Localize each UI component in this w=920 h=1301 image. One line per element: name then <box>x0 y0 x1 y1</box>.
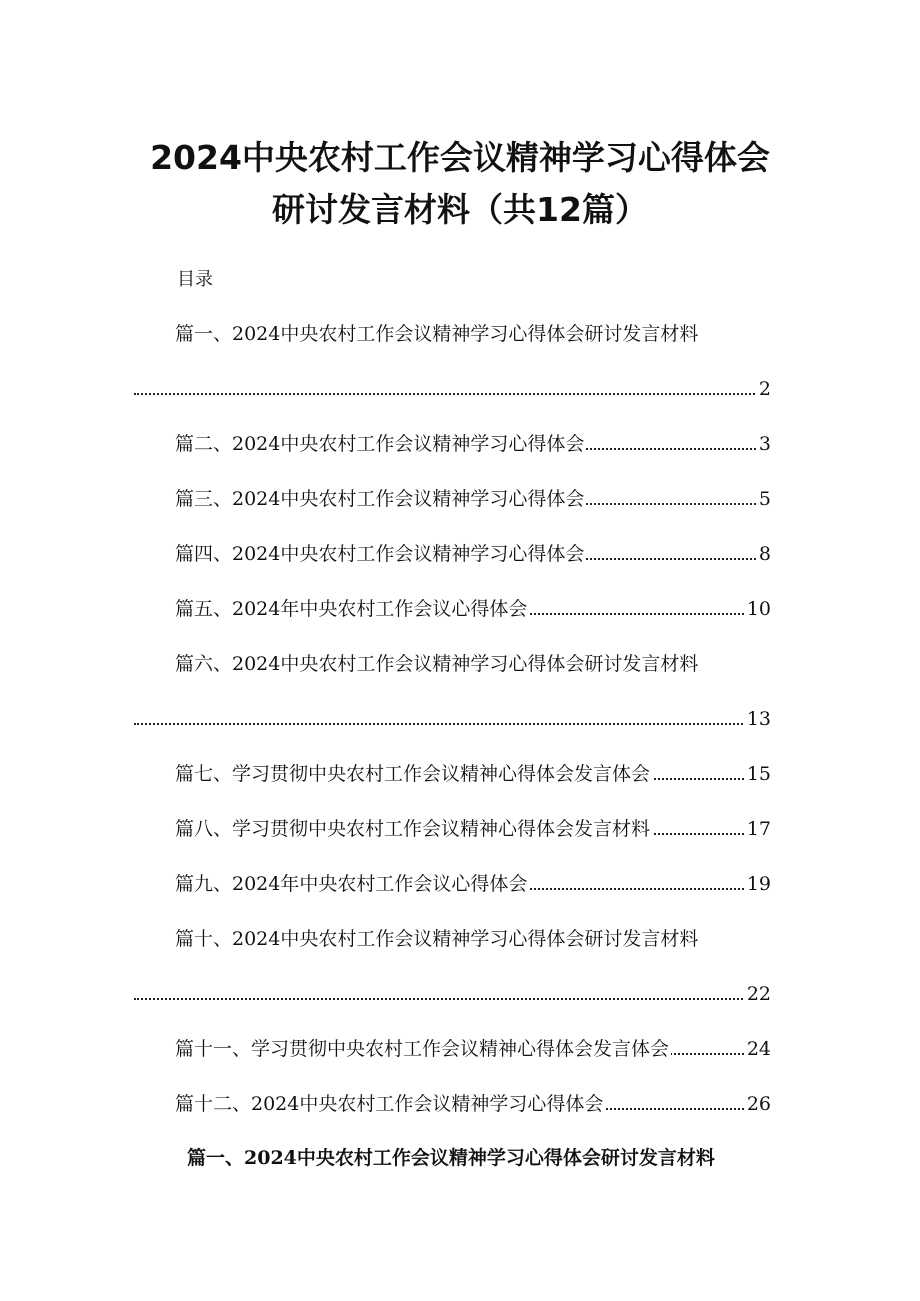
toc-heading: 目录 <box>177 269 213 290</box>
toc-entry-leader[interactable] <box>134 705 771 733</box>
toc-entry-text: 篇三、2024中央农村工作会议精神学习心得体会 <box>175 485 586 513</box>
document-title-line-1: 2024中央农村工作会议精神学习心得体会 <box>150 138 770 177</box>
toc-page-number: 24 <box>744 1035 771 1063</box>
toc-entry[interactable] <box>175 595 771 623</box>
toc-entry-text: 篇六、2024中央农村工作会议精神学习心得体会研讨发言材料 <box>175 650 700 678</box>
toc-page-number: 8 <box>756 540 771 568</box>
toc-page-number: 13 <box>744 705 771 733</box>
document-title-line-2: 研讨发言材料（共12篇） <box>272 190 648 229</box>
toc-entry-title[interactable] <box>175 320 771 348</box>
toc-entry-leader[interactable] <box>134 980 771 1008</box>
toc-page-number: 2 <box>756 375 771 403</box>
toc-page-number: 15 <box>744 760 771 788</box>
toc-entry-text: 篇十一、学习贯彻中央农村工作会议精神心得体会发言体会 <box>175 1035 671 1063</box>
section-heading: 篇一、2024中央农村工作会议精神学习心得体会研讨发言材料 <box>187 1147 715 1169</box>
toc-page-number: 5 <box>756 485 771 513</box>
toc-entry-text: 篇七、学习贯彻中央农村工作会议精神心得体会发言体会 <box>175 760 652 788</box>
toc-page-number: 17 <box>744 815 771 843</box>
dot-leader <box>134 723 771 725</box>
toc-entry[interactable] <box>175 1090 771 1118</box>
toc-entry-text: 篇十、2024中央农村工作会议精神学习心得体会研讨发言材料 <box>175 925 700 953</box>
dot-leader <box>134 998 771 1000</box>
toc-page-number: 22 <box>744 980 771 1008</box>
toc-entry[interactable] <box>175 760 771 788</box>
toc-entry[interactable] <box>175 1035 771 1063</box>
toc-entry-text: 篇二、2024中央农村工作会议精神学习心得体会 <box>175 430 586 458</box>
toc-entry-text: 篇八、学习贯彻中央农村工作会议精神心得体会发言材料 <box>175 815 652 843</box>
toc-entry[interactable] <box>175 430 771 458</box>
toc-entry[interactable] <box>175 815 771 843</box>
toc-entry-leader[interactable] <box>134 375 771 403</box>
toc-entry-title[interactable] <box>175 650 771 678</box>
toc-page-number: 19 <box>744 870 771 898</box>
toc-page-number: 26 <box>744 1090 771 1118</box>
toc-entry-text: 篇五、2024年中央农村工作会议心得体会 <box>175 595 529 623</box>
toc-page-number: 10 <box>744 595 771 623</box>
dot-leader <box>134 393 771 395</box>
toc-entry-text: 篇一、2024中央农村工作会议精神学习心得体会研讨发言材料 <box>175 320 700 348</box>
toc-entry-title[interactable] <box>175 925 771 953</box>
toc-entry-text: 篇九、2024年中央农村工作会议心得体会 <box>175 870 529 898</box>
toc-entry[interactable] <box>175 485 771 513</box>
toc-entry[interactable] <box>175 540 771 568</box>
toc-entry[interactable] <box>175 870 771 898</box>
toc-entry-text: 篇十二、2024中央农村工作会议精神学习心得体会 <box>175 1090 605 1118</box>
toc-page-number: 3 <box>756 430 771 458</box>
toc-entry-text: 篇四、2024中央农村工作会议精神学习心得体会 <box>175 540 586 568</box>
